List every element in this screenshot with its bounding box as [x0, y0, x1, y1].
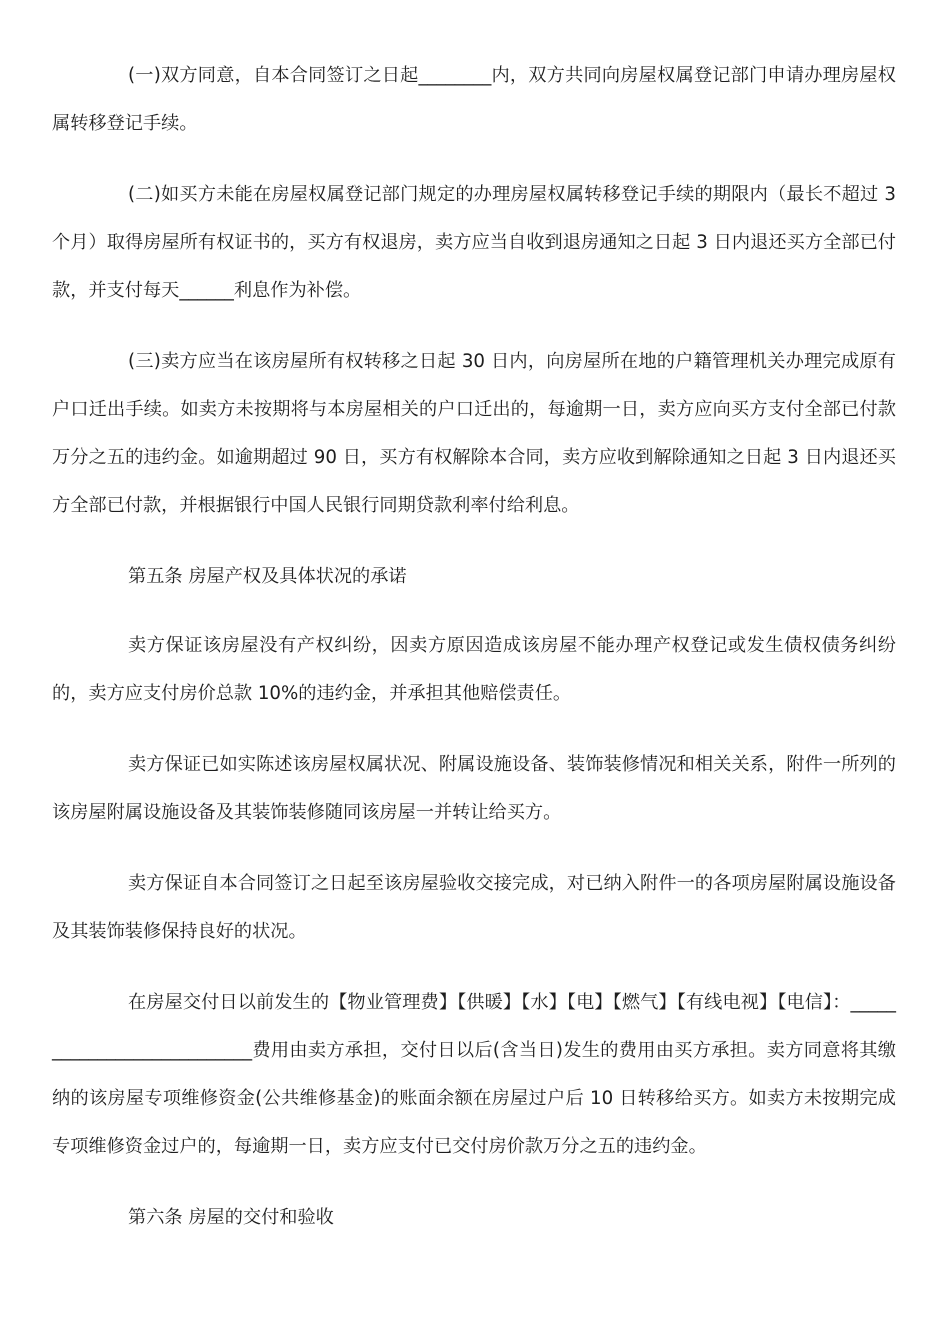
clause-2-refund-terms: (二)如买方未能在房屋权属登记部门规定的办理房屋权属转移登记手续的期限内（最长不超过 3 个月）取得房屋所有权证书的，买方有权退房，卖方应当自收到退房通知之日起 3 日内退还买方全部已付款，并支付每天______利息作为补偿。: [52, 184, 896, 301]
article-5-facilities-statement: 卖方保证已如实陈述该房屋权属状况、附属设施设备、装饰装修情况和相关关系，附件一所列的该房屋附属设施设备及其装饰装修随同该房屋一并转让给买方。: [52, 754, 896, 823]
contract-page: [52, 52, 896, 1242]
clause-1-registration-period: (一)双方同意，自本合同签订之日起________内，双方共同向房屋权属登记部门申请办理房屋权属转移登记手续。: [52, 65, 896, 134]
article-5-fees-and-maintenance-fund: 在房屋交付日以前发生的【物业管理费】【供暖】【水】【电】【燃气】【有线电视】【电信】：___________________________费用由卖方承担，交付日以后(含当日)发生的费用由买方承担。卖方同意将其缴纳的该房屋专项维修资金(公共维修基金)的账面余额在房屋过户后 10 日转移给买方。如卖方未按期完成专项维修资金过户的，每逾期一日，卖方应支付已交付房价款万分之五的违约金。: [52, 992, 896, 1157]
clause-3-household-registration: (三)卖方应当在该房屋所有权转移之日起 30 日内，向房屋所在地的户籍管理机关办理完成原有户口迁出手续。如卖方未按期将与本房屋相关的户口迁出的，每逾期一日，卖方应向买方支付全部已付款万分之五的违约金。如逾期超过 90 日，买方有权解除本合同，卖方应收到解除通知之日起 3 日内退还买方全部已付款，并根据银行中国人民银行同期贷款利率付给利息。: [52, 351, 896, 516]
article-5-maintenance-guarantee: 卖方保证自本合同签订之日起至该房屋验收交接完成，对已纳入附件一的各项房屋附属设施设备及其装饰装修保持良好的状况。: [52, 873, 896, 942]
article-6-heading: 第六条 房屋的交付和验收: [128, 1207, 334, 1228]
article-5-property-dispute: 卖方保证该房屋没有产权纠纷，因卖方原因造成该房屋不能办理产权登记或发生债权债务纠纷的，卖方应支付房价总款 10%的违约金，并承担其他赔偿责任。: [52, 635, 896, 704]
article-5-heading: 第五条 房屋产权及具体状况的承诺: [128, 566, 407, 587]
